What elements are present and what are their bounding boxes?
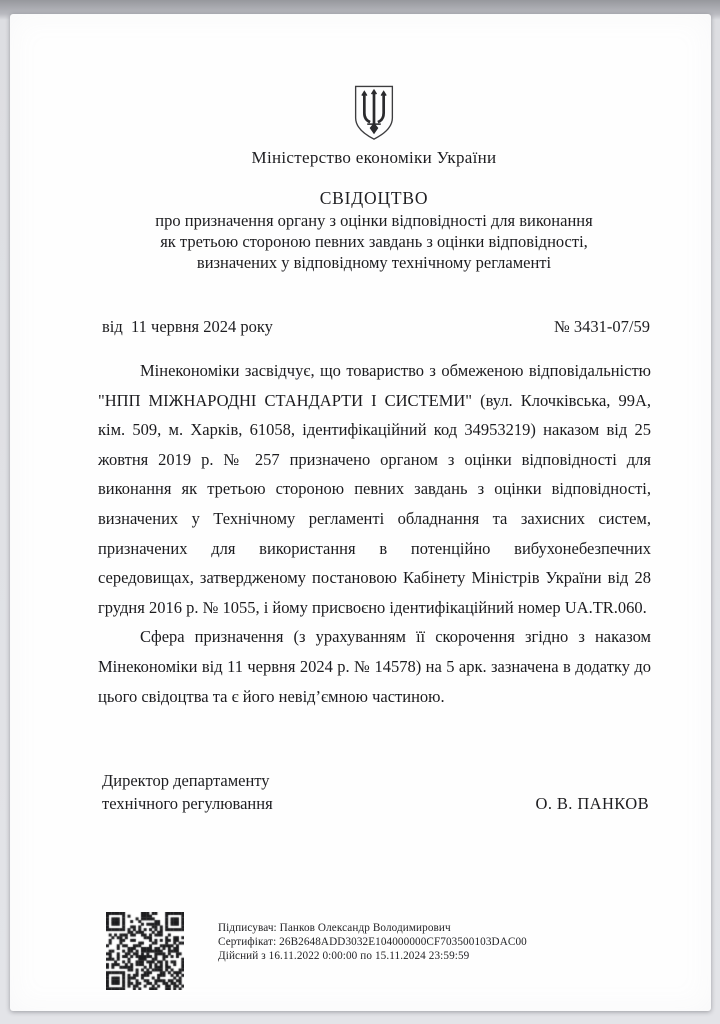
signer-position: [102, 769, 273, 815]
esign-details: [218, 922, 527, 990]
signer-position-line: Директор департаменту: [102, 771, 270, 790]
meta-row: [102, 317, 650, 337]
signer-name: О. В. ПАНКОВ: [535, 794, 649, 813]
body-paragraph: Мінекономіки засвідчує, що товариство з обмеженою відповідальністю "НПП МІЖНАРОДНІ СТАНДАРТИ І СИСТЕМИ" (вул. Клочківська, 99А, кім. 509, м. Харків, 61058, ідентифікаційний код 34953219) наказом від 25 жовтня 2019 р. № 257 призначено органом з оцінки відповідності для виконання як третьою стороною певних завдань з оцінки відповідності, визначених у Технічному регламенті обладнання та захисних систем, призначених для використання в потенційно вибухонебезпечних середовищах, затвердженому постановою Кабінету Міністрів України від 28 грудня 2016 р. № 1055, і йому присвоєно ідентифікаційний номер UA.TR.060.: [98, 361, 651, 617]
document-number: № 3431-07/59: [554, 317, 650, 336]
body-paragraph: Сфера призначення (з урахуванням її скорочення згідно з наказом Мінекономіки від 11 червня 2024 р. № 14578) на 5 арк. зазначена в додатку до цього свідоцтва та є його невід’ємною частиною.: [98, 627, 651, 706]
qr-code: [106, 912, 184, 990]
signer-position-line: технічного регулювання: [102, 794, 273, 813]
certificate-body: [98, 356, 651, 711]
document-subtitle: [98, 210, 650, 273]
esign-validity: Дійсний з 16.11.2022 0:00:00 по 15.11.2024 23:59:59: [218, 949, 470, 962]
subtitle-line: як третьою стороною певних завдань з оцінки відповідності,: [160, 232, 588, 251]
esign-certificate: Сертифікат: 26B2648ADD3032E104000000CF703500103DAC00: [218, 935, 527, 948]
subtitle-line: про призначення органу з оцінки відповідності для виконання: [155, 211, 593, 230]
ministry-name: Міністерство економіки України: [251, 148, 497, 167]
electronic-signature-stamp: [106, 912, 527, 990]
ukraine-trident-emblem: [350, 84, 398, 142]
issue-date: від 11 червня 2024 року: [102, 317, 273, 336]
subtitle-line: визначених у відповідному технічному регламенті: [196, 253, 552, 272]
document-title: СВІДОЦТВО: [319, 188, 429, 208]
signature-block: [102, 769, 649, 815]
esign-signer: Підписувач: Панков Олександр Володимирович: [218, 922, 451, 934]
